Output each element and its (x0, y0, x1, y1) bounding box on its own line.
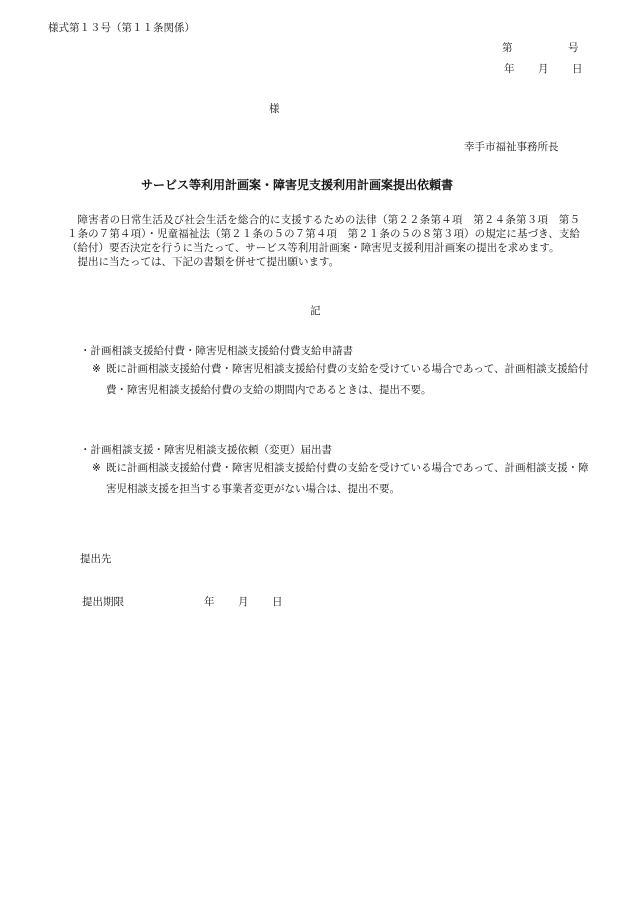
item-1-note (92, 359, 590, 401)
number-go: 号 (568, 42, 579, 54)
deadline-year: 年 (204, 596, 215, 608)
addressee-suffix: 様 (269, 103, 280, 115)
date-day: 日 (572, 63, 583, 75)
item-2-note-mark: ※ (92, 462, 101, 474)
document-title: サービス等利用計画案・障害児支援利用計画案提出依頼書 (141, 178, 454, 192)
item-2-note-text: 既に計画相談支援給付費・障害児相談支援給付費の支給を受けている場合であって、計画相談支援・障害児相談支援を担当する事業者変更がない場合は、提出不要。 (106, 462, 589, 495)
body-text (67, 213, 580, 269)
item-2-note (92, 458, 590, 500)
destination-label: 提出先 (80, 553, 112, 565)
body-paragraph-1: 障害者の日常生活及び社会生活を総合的に支援するための法律（第２２条第４項 第２４条第３項 第５１条の７第４項）・児童福祉法（第２１条の５の７第４項 第２１条の５の８第３項）の規定に基づき、支給（給付）要否決定を行うに当たって、サービス等利用計画案・障害児支援利用計画案の提出を求めます。 (67, 214, 580, 254)
date-year: 年 (504, 63, 515, 75)
date-month: 月 (538, 63, 549, 75)
item-1-note-text: 既に計画相談支援給付費・障害児相談支援給付費の支給を受けている場合であって、計画相談支援給付費・障害児相談支援給付費の支給の期間内であるときは、提出不要。 (106, 363, 589, 396)
sender-name: 幸手市福祉事務所長 (464, 141, 559, 153)
deadline-month: 月 (238, 596, 249, 608)
item-1-heading: ・計画相談支援給付費・障害児相談支援給付費支給申請書 (80, 345, 353, 357)
form-number: 様式第１３号（第１１条関係） (48, 22, 195, 34)
item-2-heading: ・計画相談支援・障害児相談支援依頼（変更）届出書 (80, 444, 332, 456)
ki-heading: 記 (310, 305, 321, 317)
deadline-label: 提出期限 (82, 596, 124, 608)
body-paragraph-2: 提出に当たっては、下記の書類を併せて提出願います。 (77, 256, 340, 268)
item-1-note-mark: ※ (92, 363, 101, 375)
deadline-day: 日 (272, 596, 283, 608)
number-dai: 第 (502, 42, 513, 54)
